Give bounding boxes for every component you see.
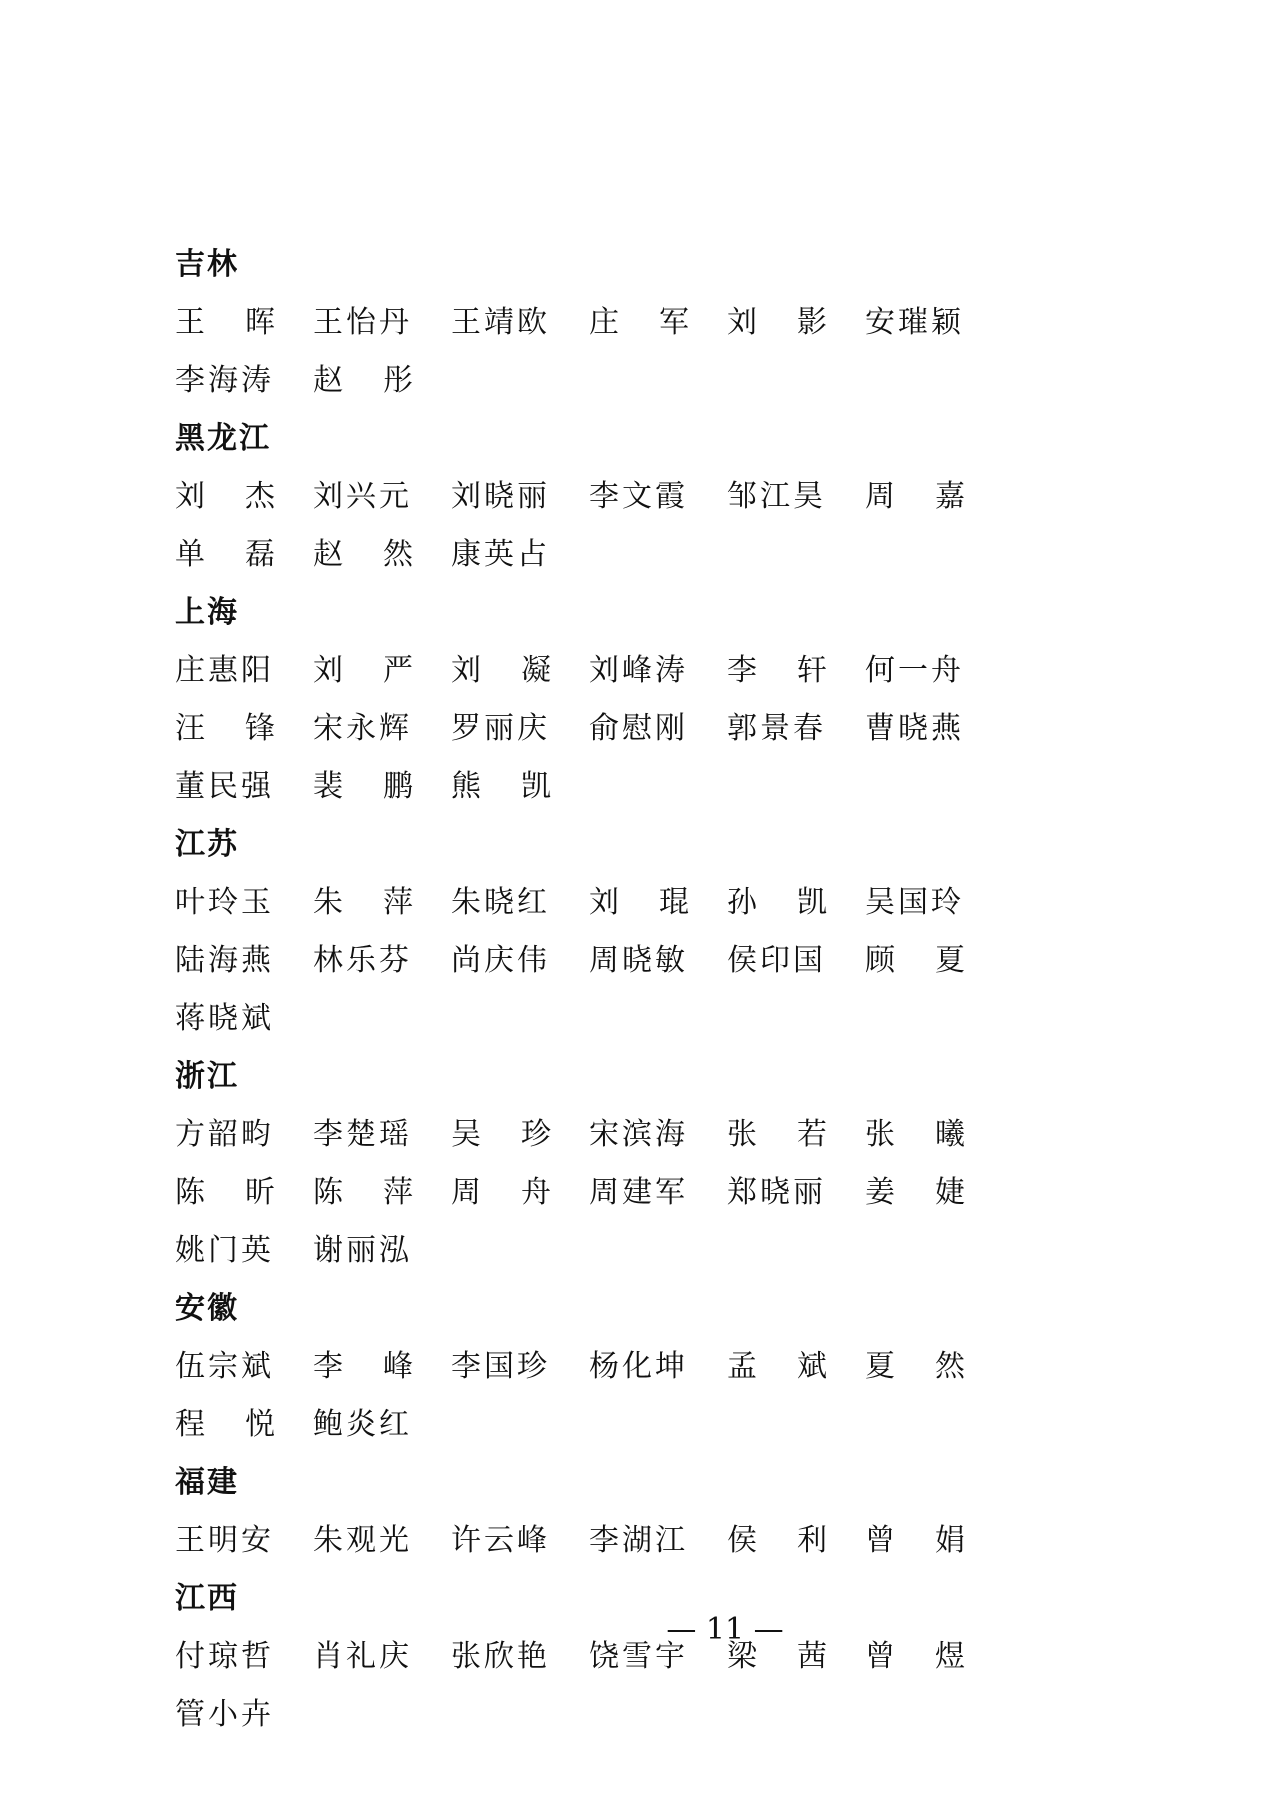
person-name: 孙 凯	[727, 885, 827, 920]
person-name: 熊 凯	[451, 769, 551, 804]
province-name-list	[175, 642, 1115, 816]
person-name: 王怡丹	[313, 305, 412, 340]
person-name: 朱 萍	[313, 885, 413, 920]
person-name: 单 磊	[175, 537, 275, 572]
person-name: 宋永辉	[313, 711, 412, 746]
person-name: 王明安	[175, 1523, 274, 1558]
person-name: 李文霞	[589, 479, 688, 514]
person-name: 张 曦	[865, 1117, 965, 1152]
person-name: 李楚瑶	[313, 1117, 412, 1152]
person-name: 叶玲玉	[175, 885, 274, 920]
province-name-list	[175, 1512, 1115, 1570]
person-name: 朱晓红	[451, 885, 550, 920]
person-name: 周 嘉	[865, 479, 965, 514]
person-name: 王 晖	[175, 305, 275, 340]
person-name: 邹江昊	[727, 479, 826, 514]
province-heading: 江西	[175, 1581, 239, 1616]
person-name: 刘兴元	[313, 479, 412, 514]
province-heading: 浙江	[175, 1059, 239, 1094]
person-name: 赵 彤	[313, 363, 413, 398]
province-heading: 吉林	[175, 247, 239, 282]
person-name: 赵 然	[313, 537, 413, 572]
person-name: 庄 军	[589, 305, 689, 340]
province-name-list	[175, 1106, 1115, 1280]
person-name: 朱观光	[313, 1523, 412, 1558]
person-name: 饶雪宇	[589, 1639, 688, 1674]
person-name: 陆海燕	[175, 943, 274, 978]
person-name: 梁 茜	[727, 1639, 827, 1674]
province-name-list	[175, 1338, 1115, 1454]
person-name: 周晓敏	[589, 943, 688, 978]
person-name: 曹晓燕	[865, 711, 964, 746]
person-name: 侯 利	[727, 1523, 827, 1558]
person-name: 姜 婕	[865, 1175, 965, 1210]
person-name: 肖礼庆	[313, 1639, 412, 1674]
person-name: 张 若	[727, 1117, 827, 1152]
person-name: 顾 夏	[865, 943, 965, 978]
person-name: 郑晓丽	[727, 1175, 826, 1210]
person-name: 康英占	[451, 537, 550, 572]
province-name-list	[175, 468, 1115, 584]
person-name: 刘 影	[727, 305, 827, 340]
person-name: 周 舟	[451, 1175, 551, 1210]
person-name: 程 悦	[175, 1407, 275, 1442]
person-name: 伍宗斌	[175, 1349, 274, 1384]
province-heading: 安徽	[175, 1291, 239, 1326]
person-name: 俞慰刚	[589, 711, 688, 746]
person-name: 侯印国	[727, 943, 826, 978]
person-name: 周建军	[589, 1175, 688, 1210]
person-name: 姚门英	[175, 1233, 274, 1268]
person-name: 刘 杰	[175, 479, 275, 514]
person-name: 方韶畇	[175, 1117, 274, 1152]
page-number	[0, 1612, 1280, 1647]
person-name: 鲍炎红	[313, 1407, 412, 1442]
person-name: 杨化坤	[589, 1349, 688, 1384]
province-name-list	[175, 874, 1115, 1048]
person-name: 管小卉	[175, 1697, 274, 1732]
name-list	[175, 236, 1115, 1744]
page-number-text: — 11 —	[666, 1612, 784, 1647]
person-name: 吴国玲	[865, 885, 964, 920]
person-name: 董民强	[175, 769, 274, 804]
person-name: 王靖欧	[451, 305, 550, 340]
person-name: 尚庆伟	[451, 943, 550, 978]
person-name: 陈 昕	[175, 1175, 275, 1210]
person-name: 付琼哲	[175, 1639, 274, 1674]
person-name: 刘 凝	[451, 653, 551, 688]
person-name: 陈 萍	[313, 1175, 413, 1210]
person-name: 吴 珍	[451, 1117, 551, 1152]
person-name: 林乐芬	[313, 943, 412, 978]
person-name: 蒋晓斌	[175, 1001, 274, 1036]
person-name: 刘 严	[313, 653, 413, 688]
person-name: 刘 琨	[589, 885, 689, 920]
province-heading: 上海	[175, 595, 239, 630]
person-name: 郭景春	[727, 711, 826, 746]
person-name: 李湖江	[589, 1523, 688, 1558]
person-name: 曾 煜	[865, 1639, 965, 1674]
person-name: 庄惠阳	[175, 653, 274, 688]
person-name: 罗丽庆	[451, 711, 550, 746]
person-name: 张欣艳	[451, 1639, 550, 1674]
person-name: 李海涛	[175, 363, 274, 398]
person-name: 刘峰涛	[589, 653, 688, 688]
person-name: 裴 鹏	[313, 769, 413, 804]
person-name: 李 轩	[727, 653, 827, 688]
person-name: 安璀颖	[865, 305, 964, 340]
person-name: 夏 然	[865, 1349, 965, 1384]
province-heading: 福建	[175, 1465, 239, 1500]
province-heading: 江苏	[175, 827, 239, 862]
province-name-list	[175, 294, 1115, 410]
person-name: 宋滨海	[589, 1117, 688, 1152]
person-name: 汪 锋	[175, 711, 275, 746]
person-name: 许云峰	[451, 1523, 550, 1558]
person-name: 孟 斌	[727, 1349, 827, 1384]
person-name: 曾 娟	[865, 1523, 965, 1558]
person-name: 李国珍	[451, 1349, 550, 1384]
person-name: 谢丽泓	[313, 1233, 412, 1268]
person-name: 李 峰	[313, 1349, 413, 1384]
province-heading: 黑龙江	[175, 421, 271, 456]
person-name: 刘晓丽	[451, 479, 550, 514]
person-name: 何一舟	[865, 653, 964, 688]
